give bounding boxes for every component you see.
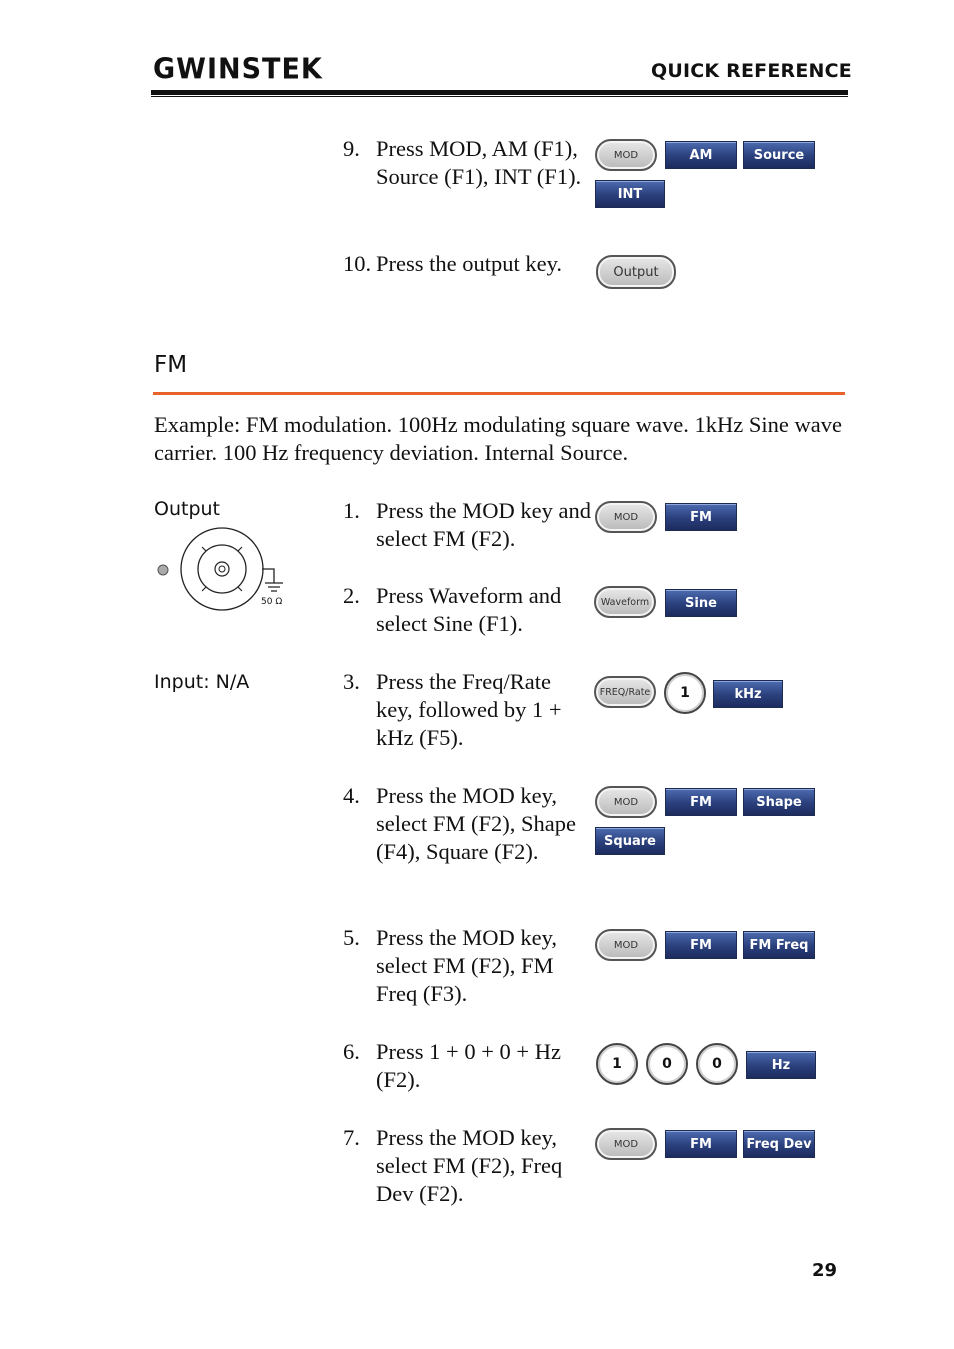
brand-logo: GWINSTEK <box>153 53 323 86</box>
step-number: 7. <box>343 1125 360 1150</box>
step-number: 6. <box>343 1039 360 1064</box>
mod-key: MOD <box>595 139 657 171</box>
hz-softkey: Hz <box>746 1051 816 1079</box>
khz-softkey: kHz <box>713 680 783 708</box>
step-number: 4. <box>343 783 360 808</box>
digit-0-key: 0 <box>696 1043 738 1085</box>
waveform-key: Waveform <box>594 586 656 618</box>
output-key: Output <box>596 255 676 289</box>
sine-softkey: Sine <box>665 589 737 617</box>
step-number: 1. <box>343 498 360 523</box>
step-number: 9. <box>343 136 360 161</box>
section-title: FM <box>154 352 188 378</box>
fm-softkey: FM <box>665 931 737 959</box>
step-number: 3. <box>343 669 360 694</box>
step-number: 10. <box>343 251 372 276</box>
digit-0-key: 0 <box>646 1043 688 1085</box>
impedance-label: 50 Ω <box>261 597 283 607</box>
mod-key: MOD <box>595 929 657 961</box>
digit-1-key: 1 <box>596 1043 638 1085</box>
shape-softkey: Shape <box>743 788 815 816</box>
am-softkey: AM <box>665 141 737 169</box>
digit-1-key: 1 <box>664 672 706 714</box>
fm-softkey: FM <box>665 503 737 531</box>
header-rule <box>151 90 848 95</box>
step-number: 2. <box>343 583 360 608</box>
section-header: QUICK REFERENCE <box>651 60 852 82</box>
step-text: Press MOD, AM (F1), Source (F1), INT (F1). <box>376 136 582 189</box>
input-label: Input: N/A <box>154 671 250 693</box>
step-number: 5. <box>343 925 360 950</box>
page-number: 29 <box>812 1260 838 1281</box>
step-text: Press the MOD key, select FM (F2), FM Freq (F3). <box>376 925 558 1006</box>
mod-key: MOD <box>595 1128 657 1160</box>
step-text: Press 1 + 0 + 0 + Hz (F2). <box>376 1039 561 1092</box>
step-text: Press the Freq/Rate key, followed by 1 + kHz (F5). <box>376 669 562 750</box>
step-text: Press the MOD key, select FM (F2), Freq Dev (F2). <box>376 1125 563 1206</box>
square-softkey: Square <box>595 827 665 855</box>
fm-softkey: FM <box>665 1130 737 1158</box>
header-rule-thin <box>151 96 848 97</box>
step-text: Press the output key. <box>376 251 563 276</box>
output-label: Output <box>154 498 220 520</box>
int-softkey: INT <box>595 180 665 208</box>
example-paragraph: Example: FM modulation. 100Hz modulating square wave. 1kHz Sine wave carrier. 100 Hz frequency deviation. Internal Source. <box>154 412 842 465</box>
step-text: Press Waveform and select Sine (F1). <box>376 583 562 636</box>
mod-key: MOD <box>595 501 657 533</box>
source-softkey: Source <box>743 141 815 169</box>
mod-key: MOD <box>595 786 657 818</box>
fm-softkey: FM <box>665 788 737 816</box>
freq-dev-softkey: Freq Dev <box>743 1130 815 1158</box>
fm-freq-softkey: FM Freq <box>743 931 815 959</box>
section-rule <box>153 392 845 395</box>
freq-rate-key: FREQ/Rate <box>594 676 656 708</box>
step-text: Press the MOD key, select FM (F2), Shape (F4), Square (F2). <box>376 783 576 864</box>
step-text: Press the MOD key and select FM (F2). <box>376 498 591 551</box>
